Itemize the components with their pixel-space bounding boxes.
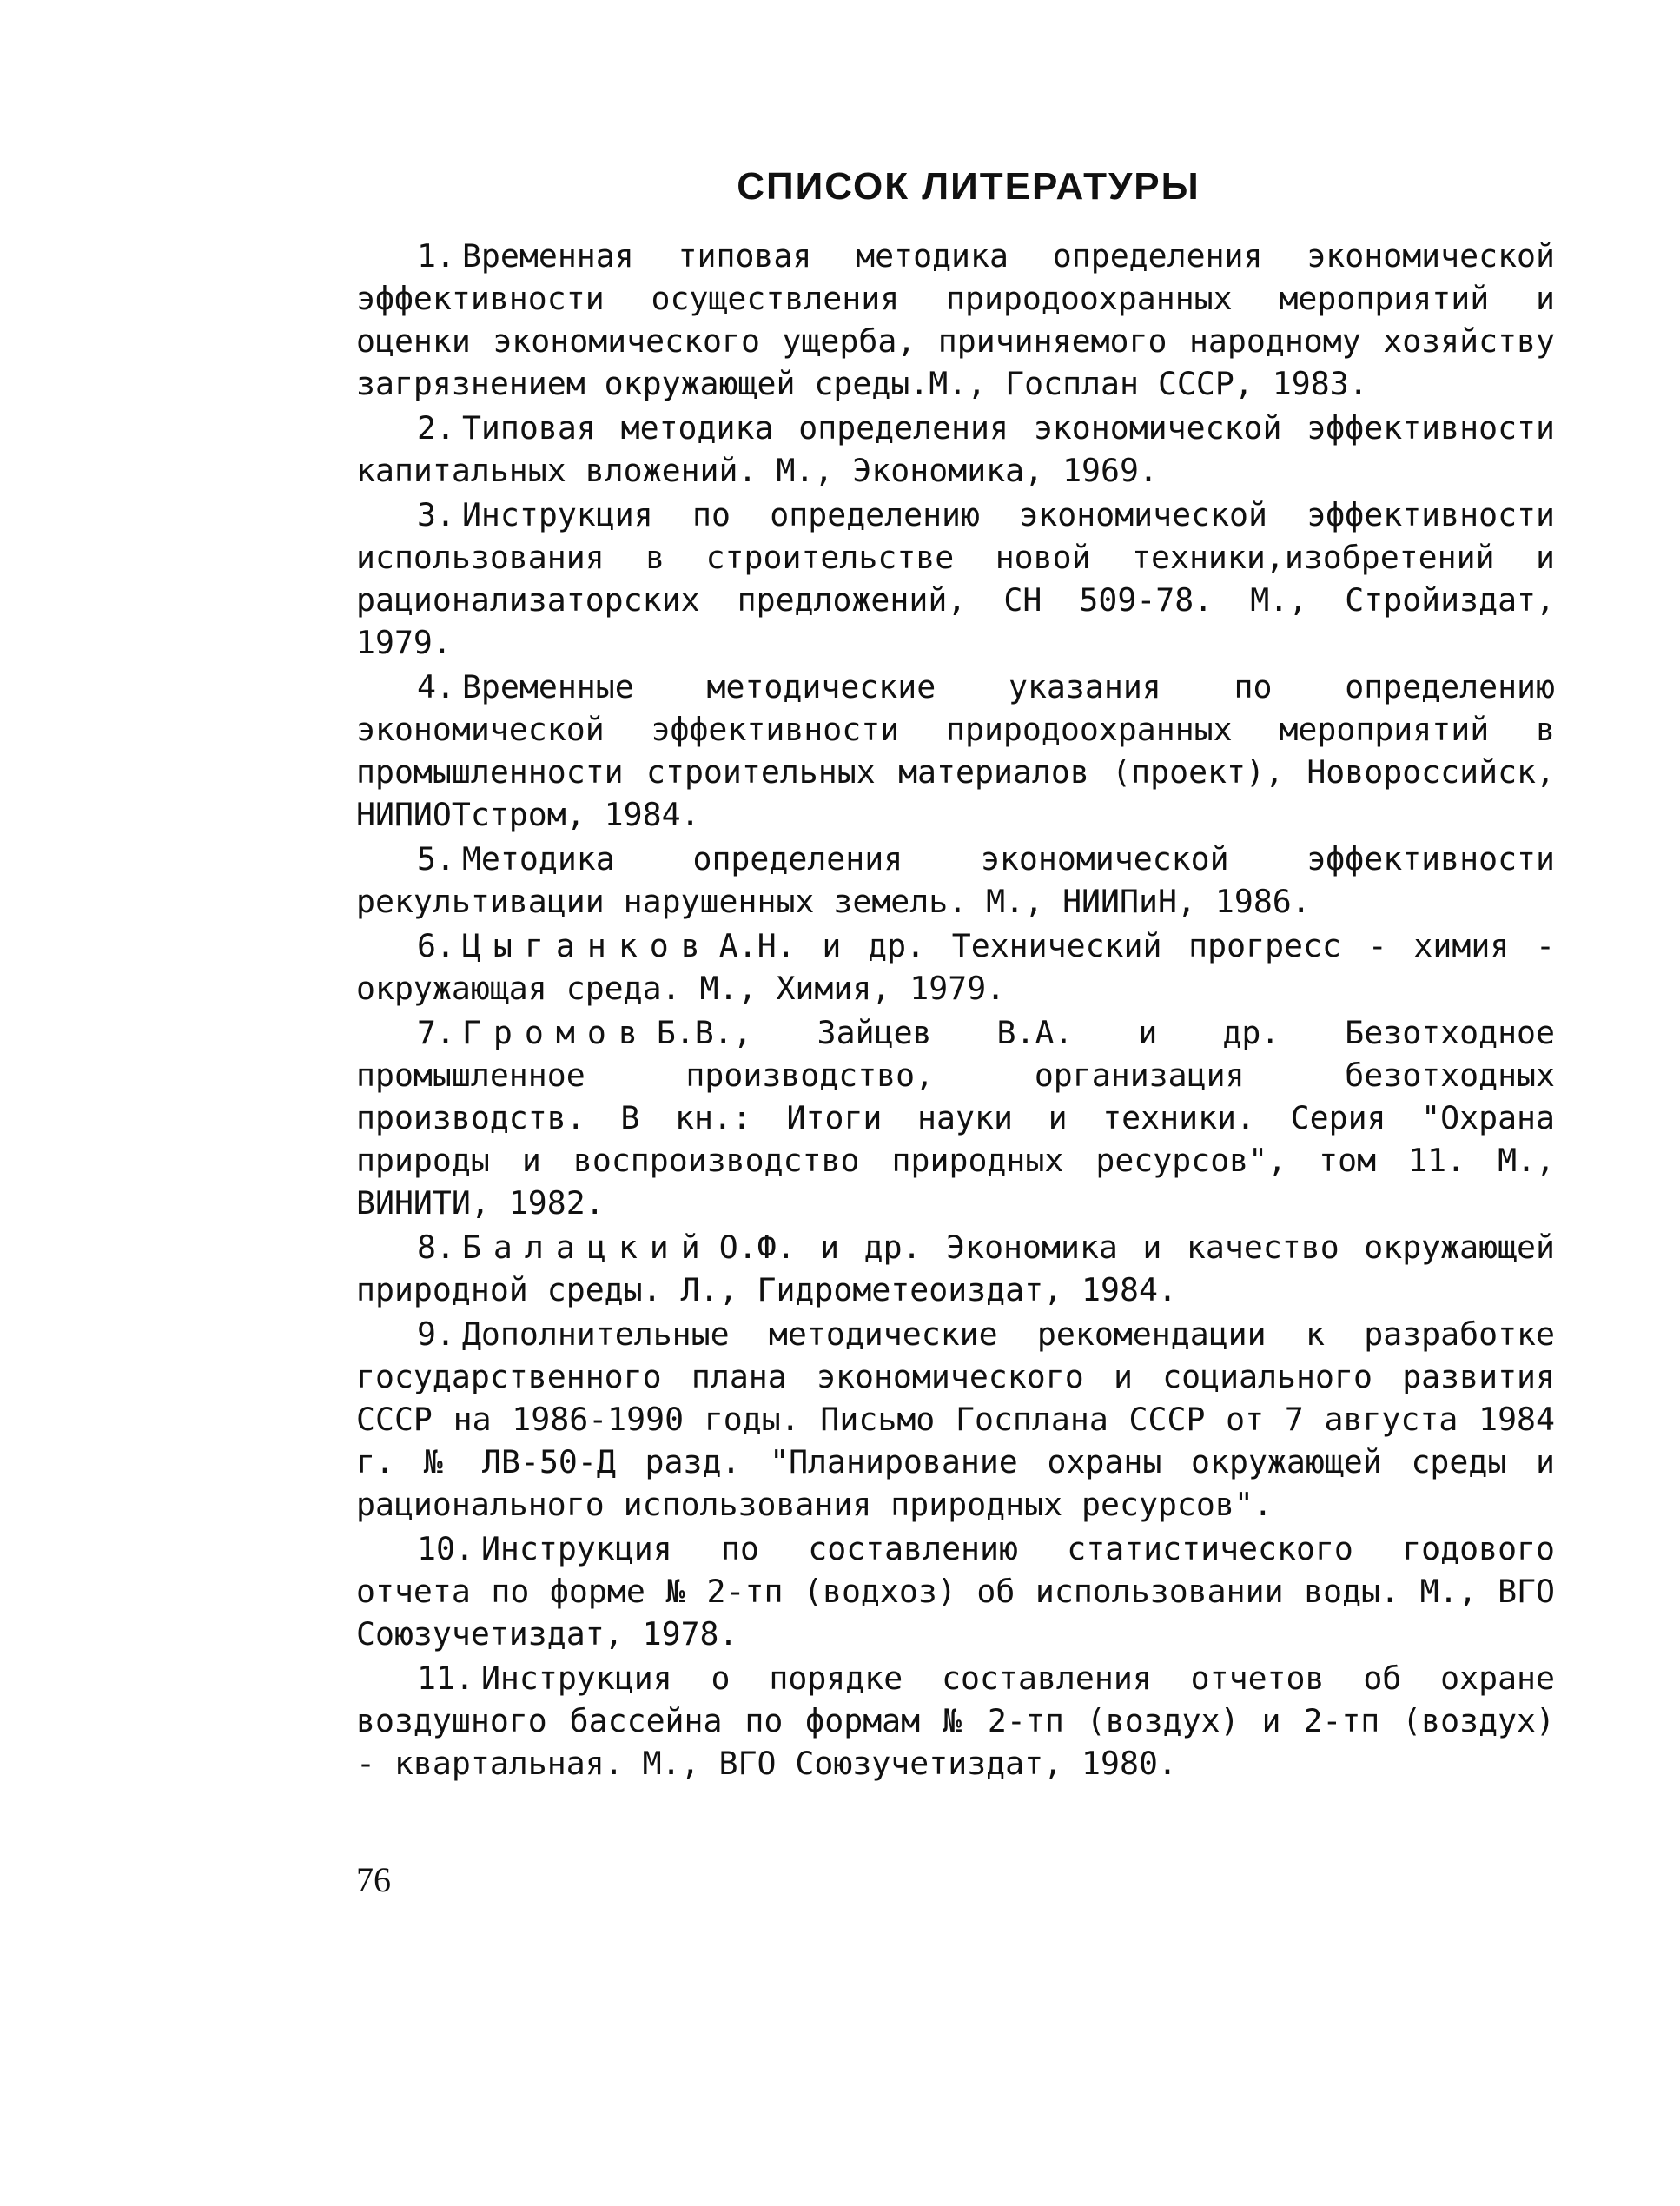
page-content [356,165,1555,1786]
reference-number: 4. [417,668,455,706]
list-item [356,1527,1555,1655]
reference-list [356,235,1555,1785]
list-item [356,838,1555,923]
list-item [356,407,1555,492]
reference-author: Громов [461,1014,650,1051]
reference-number: 8. [417,1229,455,1266]
reference-text: О.Ф. и др. Экономика и качество окружающей природной среды. Л., Гидрометеоиздат, 1984. [356,1229,1555,1308]
reference-text: А.Н. и др. Технический прогресс - химия - окружающая среда. М., Химия, 1979. [356,927,1555,1007]
reference-text: Инструкция по составлению статистического годового отчета по форме № 2-тп (водхоз) об использовании воды. М., ВГО Союзучетиздат, 1978. [356,1530,1555,1653]
reference-number: 10. [417,1530,474,1567]
reference-author: Балацкий [461,1229,712,1266]
reference-number: 5. [417,840,455,878]
reference-number: 9. [417,1315,455,1353]
reference-text: Методика определения экономической эффективности рекультивации нарушенных земель. М., НИИПиН, 1986. [356,840,1555,920]
list-item [356,494,1555,664]
list-item [356,235,1555,405]
reference-number: 7. [417,1014,455,1051]
reference-number: 1. [417,237,455,275]
reference-text: Типовая методика определения экономической эффективности капитальных вложений. М., Экономика, 1969. [356,409,1555,489]
list-item [356,924,1555,1010]
list-item [356,1657,1555,1785]
reference-text: Временная типовая методика определения экономической эффективности осуществления природоохранных мероприятий и оценки экономического ущерба, причиняемого народному хозяйству загрязнением окружающей среды.М., Госплан СССР, 1983. [356,237,1555,402]
reference-text: Инструкция по определению экономической эффективности использования в строительстве новой техники,изобретений и рационализаторских предложений, СН 509-78. М., Стройиздат, 1979. [356,496,1555,661]
reference-text: Инструкция о порядке составления отчетов об охране воздушного бассейна по формам № 2-тп (воздух) и 2-тп (воздух) - квартальная. М., ВГО Союзучетиздат, 1980. [356,1659,1555,1782]
reference-number: 2. [417,409,455,447]
reference-text: Дополнительные методические рекомендации к разработке государственного плана экономического и социального развития СССР на 1986-1990 годы. Письмо Госплана СССР от 7 августа 1984 г. № ЛВ-50-Д разд. "Планирование охраны окружающей среды и рационального использования природных ресурсов". [356,1315,1555,1523]
reference-text: Б.В., Зайцев В.А. и др. Безотходное промышленное производство, организация безотходных производств. В кн.: Итоги науки и техники. Серия "Охрана природы и воспроизводство природных ресурсов", том 11. М., ВИНИТИ, 1982. [356,1014,1555,1222]
list-item [356,1226,1555,1311]
list-item [356,666,1555,836]
reference-number: 11. [417,1659,474,1697]
list-item [356,1011,1555,1224]
reference-author: Цыганков [461,927,712,964]
reference-text: Временные методические указания по определению экономической эффективности природоохранных мероприятий в промышленности строительных материалов (проект), Новороссийск, НИПИОТстром, 1984. [356,668,1555,833]
reference-number: 3. [417,496,455,533]
list-item [356,1313,1555,1526]
page-title: СПИСОК ЛИТЕРАТУРЫ [737,165,1200,208]
page-number: 76 [356,1860,391,1899]
reference-number: 6. [417,927,455,964]
